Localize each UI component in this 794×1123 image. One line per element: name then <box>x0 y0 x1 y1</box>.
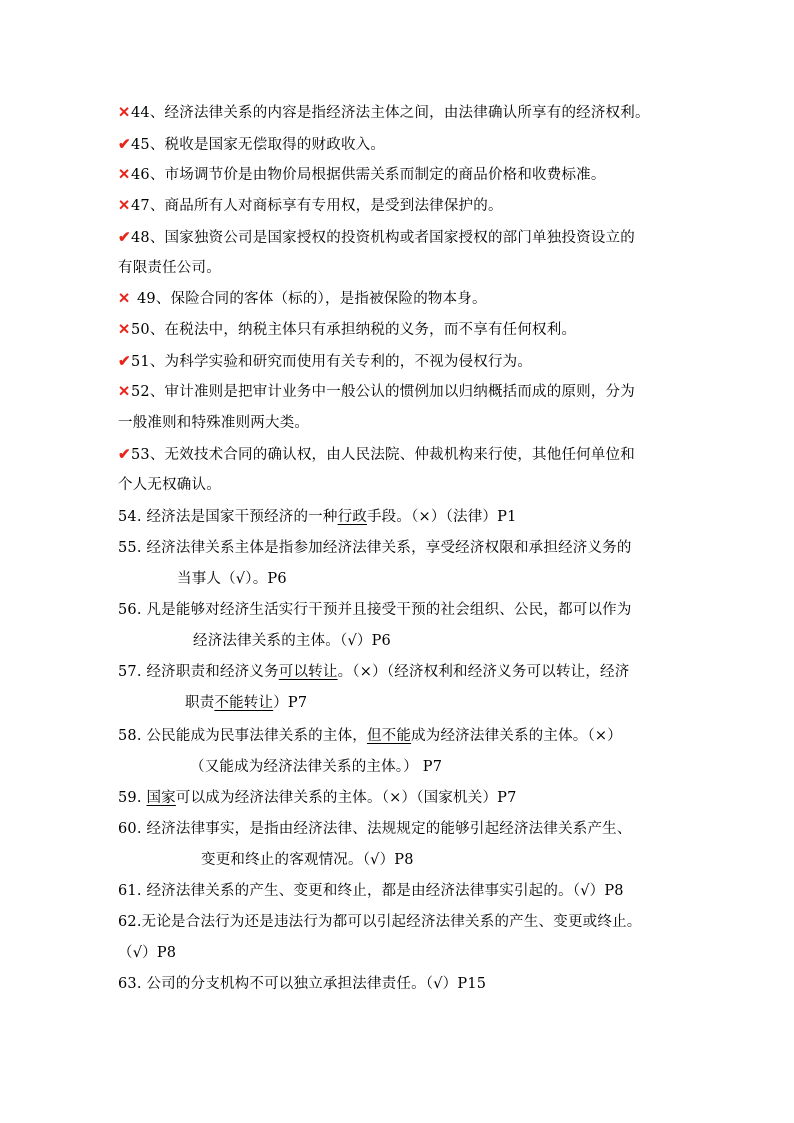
question-text: 一般准则和特殊准则两大类。 <box>118 415 310 431</box>
underlined-text: 国家 <box>146 790 176 806</box>
wrong-mark-icon: ✕ <box>118 383 131 400</box>
question-58 <box>118 726 622 746</box>
question-text: 63. 公司的分支机构不可以独立承担法律责任。（√）P15 <box>118 976 487 992</box>
question-53 <box>118 444 635 465</box>
question-text: 57. 经济职责和经济义务 <box>118 664 279 680</box>
question-52 <box>118 382 635 402</box>
question-text: 个人无权确认。 <box>118 477 221 493</box>
wrong-mark-icon: ✕ <box>118 166 131 183</box>
question-61 <box>118 881 624 901</box>
question-text: 可以成为经济法律关系的主体。（×）（国家机关）P7 <box>175 790 517 806</box>
question-text: 经济法律关系的主体。（√）P6 <box>193 633 391 649</box>
underlined-text: 但不能 <box>366 728 412 744</box>
underlined-text: 行政 <box>337 509 367 525</box>
question-48-cont <box>118 258 221 278</box>
check-mark-icon: ✔ <box>118 352 131 370</box>
question-text: 60. 经济法律事实，是指由经济法律、法规规定的能够引起经济法律关系产生、 <box>118 821 632 837</box>
question-54 <box>118 507 517 527</box>
question-text: 47、商品所有人对商标享有专用权，是受到法律保护的。 <box>131 198 503 214</box>
question-text: 53、无效技术合同的确认权，由人民法院、仲裁机构来行使，其他任何单位和 <box>131 447 635 463</box>
question-text: 49、保险合同的客体（标的），是指被保险的物本身。 <box>137 291 487 307</box>
question-62 <box>118 912 641 932</box>
question-50 <box>118 320 576 340</box>
question-57 <box>118 662 629 682</box>
question-text: 55. 经济法律关系主体是指参加经济法律关系，享受经济权限和承担经济义务的 <box>118 540 632 556</box>
question-52-cont <box>118 413 309 433</box>
question-59 <box>118 788 517 808</box>
question-text: 58. 公民能成为民事法律关系的主体， <box>118 728 367 744</box>
question-text: 手段。（×）（法律）P1 <box>366 509 517 525</box>
question-text: 44、经济法律关系的内容是指经济法主体之间，由法律确认所享有的经济权利。 <box>131 105 650 121</box>
question-text: 51、为科学实验和研究而使用有关专利的，不视为侵权行为。 <box>131 354 533 370</box>
wrong-mark-icon: ✕ <box>118 104 131 121</box>
question-text: 成为经济法律关系的主体。（×） <box>411 728 622 744</box>
question-text: 45、税收是国家无偿取得的财政收入。 <box>131 137 386 153</box>
question-text: （又能成为经济法律关系的主体。） P7 <box>190 759 443 775</box>
wrong-mark-icon: ✕ <box>118 290 131 307</box>
check-mark-icon: ✔ <box>118 135 131 153</box>
question-45 <box>118 134 385 155</box>
question-text: 变更和终止的客观情况。（√）P8 <box>201 852 414 868</box>
question-text: 职责 <box>185 695 215 711</box>
question-60-cont <box>201 850 414 870</box>
question-text: 当事人（√）。P6 <box>177 571 287 587</box>
question-text: 50、在税法中，纳税主体只有承担纳税的义务，而不享有任何权利。 <box>131 322 577 338</box>
question-text: 46、市场调节价是由物价局根据供需关系而制定的商品价格和收费标准。 <box>131 167 606 183</box>
question-48 <box>118 227 635 248</box>
question-47 <box>118 196 503 216</box>
question-text: 59. <box>118 790 147 806</box>
question-text: 48、国家独资公司是国家授权的投资机构或者国家授权的部门单独投资设立的 <box>131 230 635 246</box>
question-53-cont <box>118 475 221 495</box>
question-46 <box>118 165 606 185</box>
question-56-cont <box>193 631 391 651</box>
question-62-cont <box>118 943 176 963</box>
check-mark-icon: ✔ <box>118 228 131 246</box>
question-60 <box>118 819 632 839</box>
question-51 <box>118 351 532 372</box>
check-mark-icon: ✔ <box>118 445 131 463</box>
question-58-cont <box>190 757 442 777</box>
wrong-mark-icon: ✕ <box>118 197 131 214</box>
question-text: ）P7 <box>273 695 308 711</box>
question-text: 54. 经济法是国家干预经济的一种 <box>118 509 338 525</box>
question-63 <box>118 974 486 994</box>
question-55 <box>118 538 632 558</box>
question-text: 61. 经济法律关系的产生、变更和终止，都是由经济法律事实引起的。（√）P8 <box>118 883 624 899</box>
question-text: （√）P8 <box>118 945 177 961</box>
question-57-cont <box>185 693 307 713</box>
wrong-mark-icon: ✕ <box>118 321 131 338</box>
question-56 <box>118 600 632 620</box>
question-text: 52、审计准则是把审计业务中一般公认的惯例加以归纳概括而成的原则，分为 <box>131 384 635 400</box>
question-text: 。（×）（经济权利和经济义务可以转让，经济 <box>337 664 630 680</box>
question-44 <box>118 103 650 123</box>
underlined-text: 可以转让 <box>278 664 338 680</box>
question-55-cont <box>177 569 287 589</box>
question-text: 56. 凡是能够对经济生活实行干预并且接受干预的社会组织、公民，都可以作为 <box>118 602 632 618</box>
question-text: 62.无论是合法行为还是违法行为都可以引起经济法律关系的产生、变更或终止。 <box>118 914 642 930</box>
underlined-text: 不能转让 <box>214 695 274 711</box>
question-text: 有限责任公司。 <box>118 260 221 276</box>
question-49 <box>118 289 487 309</box>
